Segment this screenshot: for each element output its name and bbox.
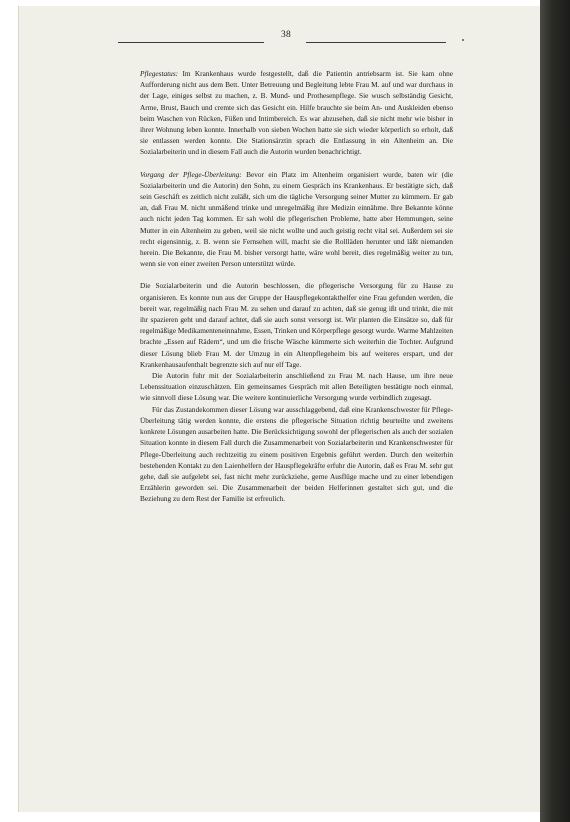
page-number: 38 (280, 30, 292, 40)
paragraph-text: Für das Zustandekommen dieser Lösung war ausschlaggebend, daß eine Krankenschwester für Pflege-Überleitung tätig werden konnte, die erstens die pflegerische Situation richtig beurteilte und zweitens konkrete Lösungen ausarbeiten hatte. Die Berücksichtigung sowohl der pflegerischen als auch der sozialen Situation konnte in diesem Fall durch die Zusammenarbeit von Sozialarbeiterin und Krankenschwester für Pflege-Überleitung auch rechtzeitig zu einem positiven Ergebnis geführt werden. Durch den weiterhin bestehenden Kontakt zu den Laienhelfern der Hauspflegekräfte erfuhr die Autorin, daß es Frau M. sehr gut gehe, daß sie aufgelebt sei, fast nicht mehr zurückziehe, gerne Ausflüge mache und zu einer lebendigen Erzählerin geworden sei. Die Zusammenarbeit der beiden Helferinnen gestaltet sich gut, und die Beziehung zu dem Rest der Familie ist erfreulich. (140, 404, 453, 504)
scan-dark-edge (540, 0, 570, 822)
paragraph-heading: Pflegestatus: (140, 69, 179, 78)
body-text (140, 68, 453, 505)
paragraph-text: Im Krankenhaus wurde festgestellt, daß die Patientin antriebsarm ist. Sie kam ohne Aufforderung nicht aus dem Bett. Unter Betreuung und Begleitung lebte Frau M. auf und war durchaus in der Lage, einiges selbst zu machen, z. B. Mund- und Prothesenpflege. Sie wusch selbständig Gesicht, Arme, Brust, Bauch und cremte sich das Gesicht ein. Hilfe brauchte sie beim An- und Auskleiden ebenso beim Waschen von Rücken, Füßen und Intimbereich. Es war abzusehen, daß sie nicht mehr wie bisher in ihrer Wohnung leben konnte. Innerhalb von sieben Wochen hatte sie sich wieder körperlich so erholt, daß sie entlassen werden konnte. Die Stationsärztin sprach die Entlassung in ein Altenheim an. Die Sozialarbeiterin und in diesem Fall auch die Autorin wurden benachrichtigt. (140, 69, 453, 157)
paragraph-text: Die Sozialarbeiterin und die Autorin beschlossen, die pflegerische Versorgung für zu Hause zu organisieren. Es konnte nun aus der Gruppe der Hauspflegekontakthelfer eine Frau gefunden werden, die bereit war, regelmäßig nach Frau M. zu sehen und darauf zu achten, daß sie genug ißt und trinkt, die mit ihr spazieren geht und darauf achtet, daß sie auch sonst versorgt ist. Wir planten die Einsätze so, daß für regelmäßige Medikamenteneinnahme, Essen, Trinken und Körperpflege gesorgt wurde. Warme Mahlzeiten brachte „Essen auf Rädern“, und um die frische Wäsche kümmerte sich weiterhin die Tochter. Aufgrund dieser Lösung blieb Frau M. der Umzug in ein Altenpflegeheim bis auf weiteres erspart, und der Krankenhausaufenthalt begrenzte sich auf nur elf Tage. (140, 281, 453, 369)
paragraph-pflegestatus (140, 68, 453, 158)
header-rule-left (118, 42, 264, 43)
header-dot (462, 39, 464, 41)
paragraph-versorgung (140, 280, 453, 370)
page-header (118, 30, 470, 46)
paragraph-text: Die Autorin fuhr mit der Sozialarbeiterin anschließend zu Frau M. nach Hause, um ihre neue Lebenssituation einzuschätzen. Ein gemeinsames Gespräch mit allen Beteiligten bestätigte noch einmal, wie sinnvoll diese Lösung war. Die weitere kontinuierliche Versorgung wurde verbindlich zugesagt. (140, 371, 453, 403)
paragraph-pflege-ueberleitung (140, 169, 453, 270)
paragraph-ergebnis (140, 404, 453, 505)
paragraph-heading: Vorgang der Pflege-Überleitung: (140, 169, 242, 179)
paragraph-text: Bevor ein Platz im Altenheim organisiert wurde, baten wir (die Sozialarbeiterin und die Autorin) den Sohn, zu einem Gespräch ins Krankenhaus. Er bestätigte sich, daß sein Geschäft es zeitlich nicht zuläßt, sich um die tägliche Versorgung seiner Mutter zu kümmern. Er gab an, daß Frau M. nicht unmäßend trinke und unregelmäßig ihre Medizin einnähme. Ihre Bekannte könne auch nicht jeden Tag kommen. Er sah wohl die pflegerischen Probleme, hatte aber Hemmungen, seine Mutter in ein Altenheim zu geben, weil sie nicht wollte und auch geistig recht vital sei. Außerdem sei sie recht eigensinnig, z. B. wenn sie Fernsehen will, macht sie die Rollläden herunter und läßt niemanden herein. Die Bekannte, die Frau M. bisher versorgt hatte, wäre wohl bereit, dies regelmäßig weiter zu tun, wenn sie von einer zweiten Person unterstützt würde. (140, 169, 453, 269)
header-rule-right (306, 42, 446, 43)
paragraph-hausbesuch (140, 370, 453, 404)
